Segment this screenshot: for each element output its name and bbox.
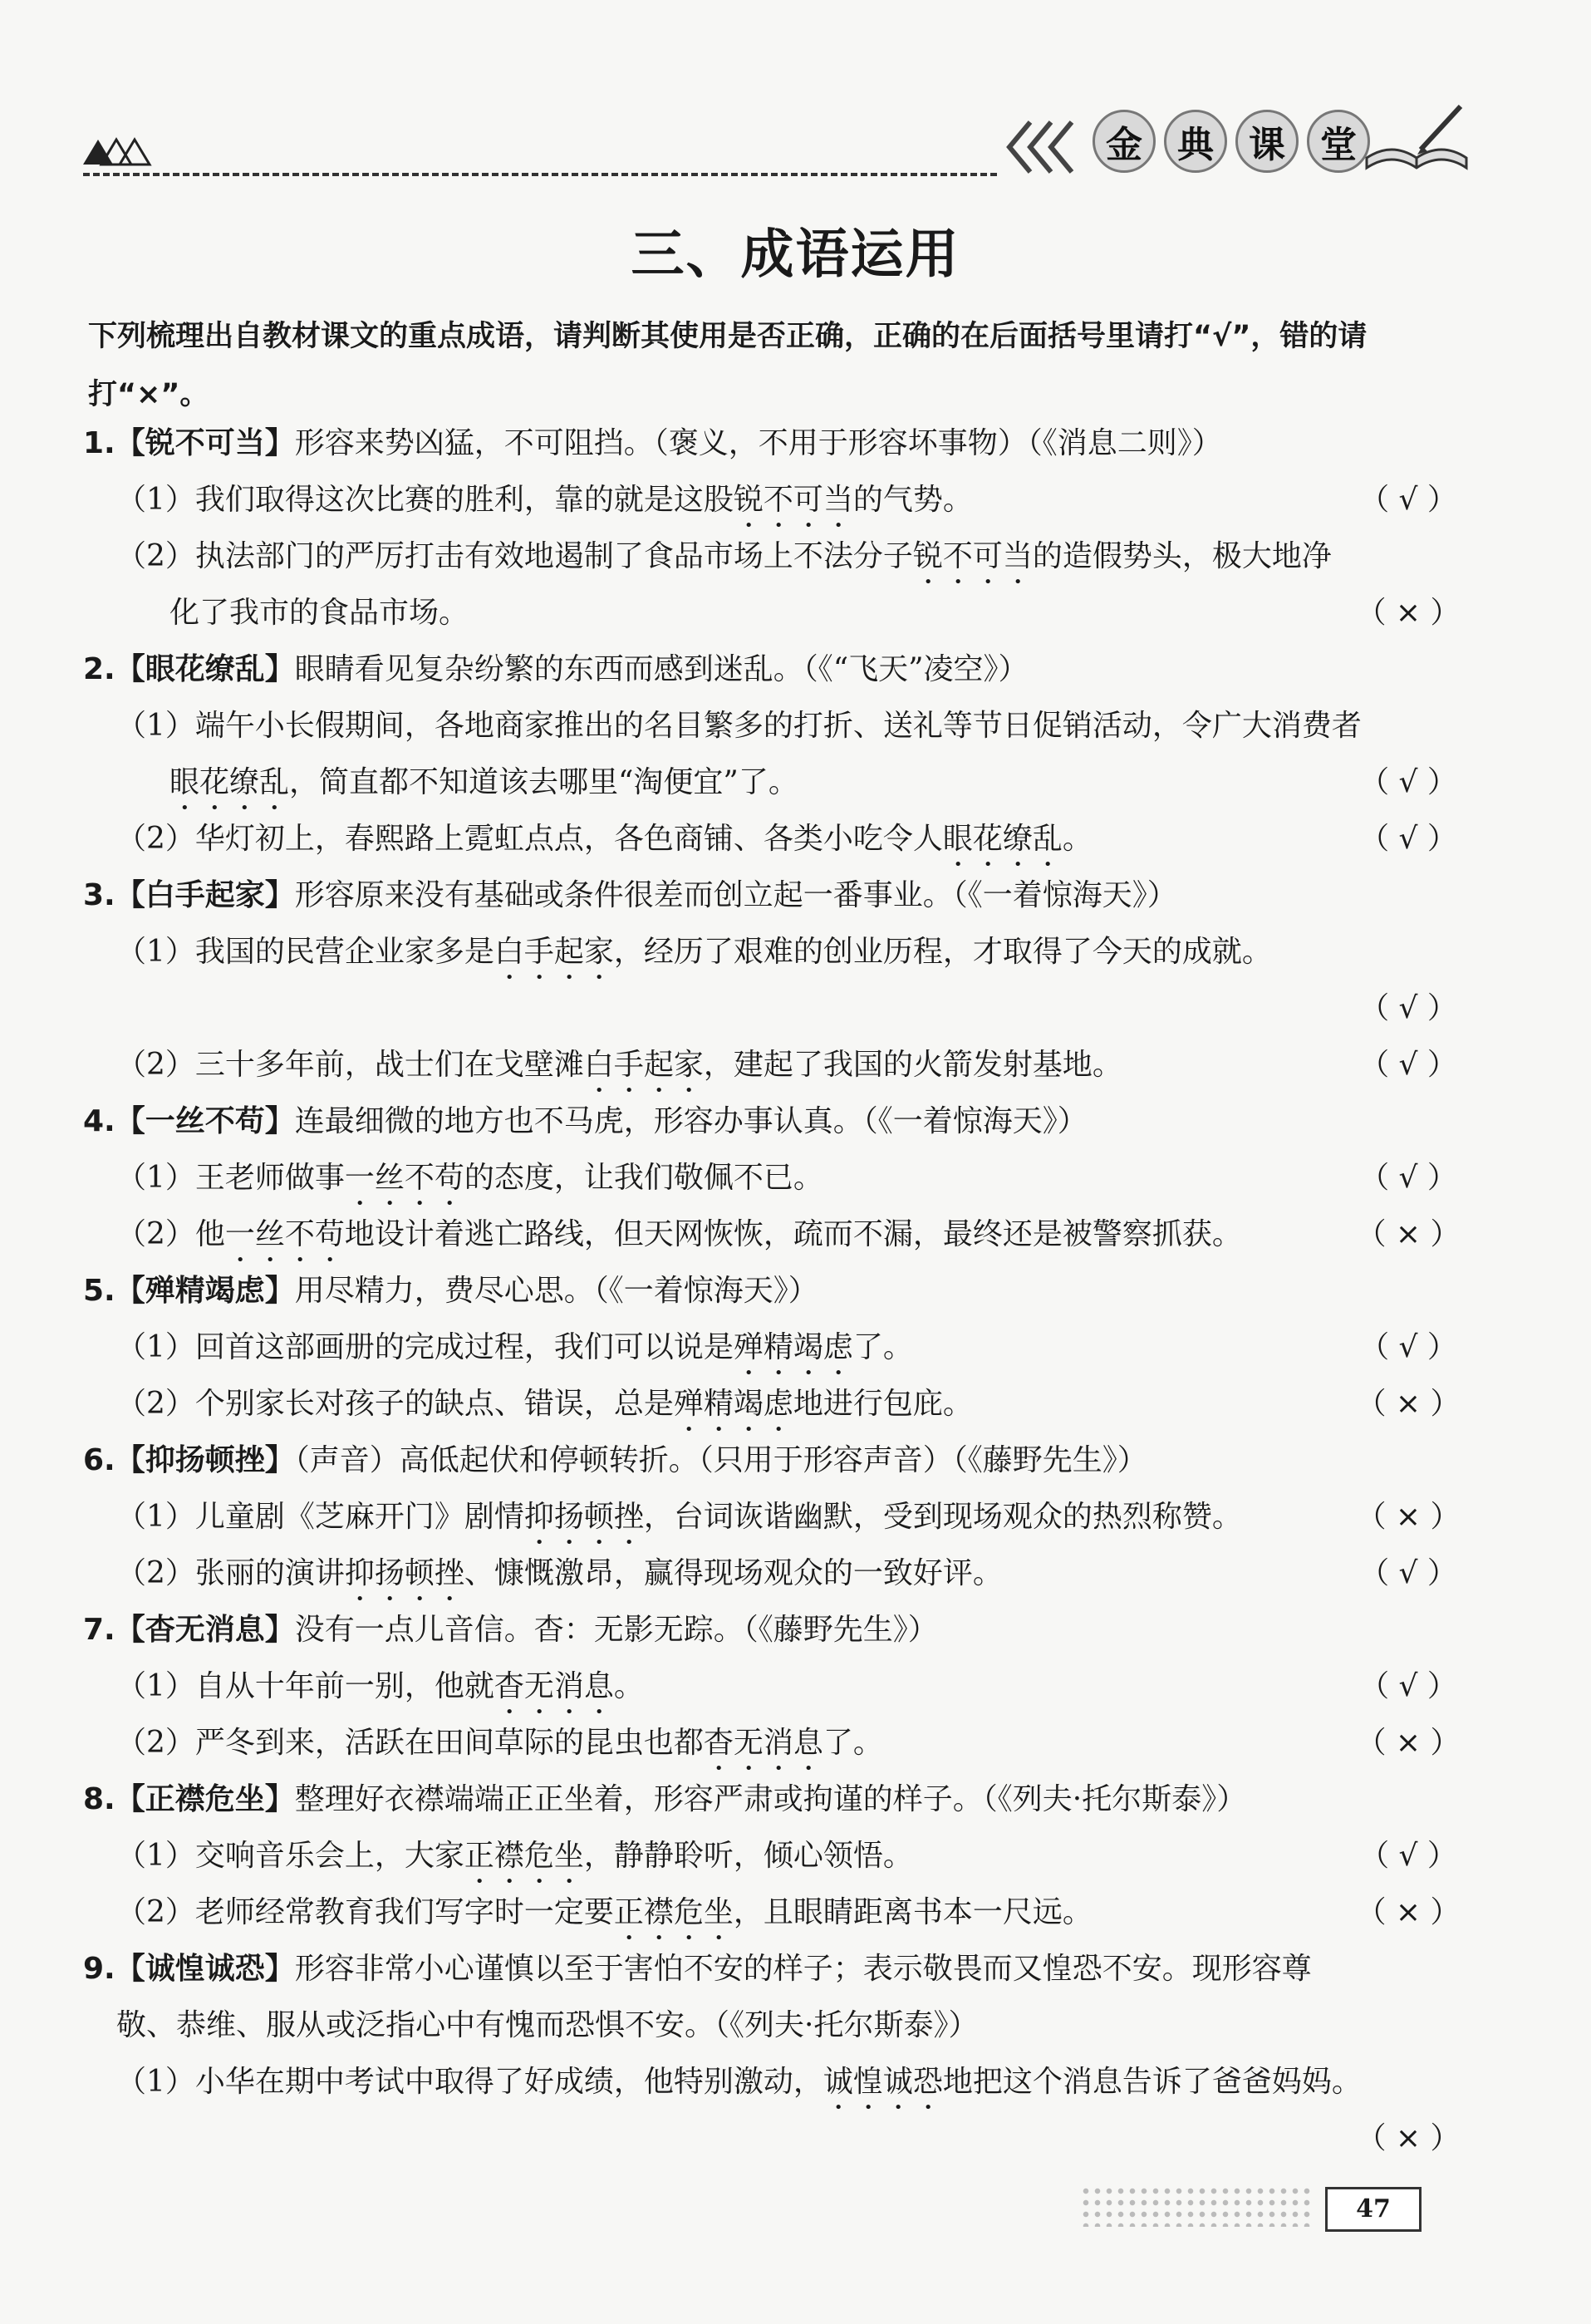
example-sentence — [83, 1658, 1495, 1715]
page-header — [83, 100, 1462, 191]
sentence-text: 的造假势头，极大地净 — [1032, 539, 1332, 573]
sentence-text: 、慷慨激昂，赢得现场观众的一致好评。 — [464, 1556, 1003, 1590]
idiom-definition: （声音）高低起伏和停顿转折。（只用于形容声音）（《藤野先生》） — [294, 1443, 1147, 1477]
idiom-term: 【白手起家】 — [115, 878, 295, 912]
entry-number: 9. — [83, 1952, 115, 1986]
sentence-text: （1）王老师做事 — [116, 1161, 345, 1195]
entry-number: 3. — [83, 878, 115, 912]
answer-mark: （ √ ） — [1359, 483, 1457, 517]
footer-dots-decoration — [1080, 2185, 1313, 2227]
sentence-text: ，静静聆听，倾心领悟。 — [583, 1839, 913, 1873]
idiom-entry-head — [83, 1432, 1495, 1489]
header-divider — [83, 173, 997, 176]
example-sentence — [83, 1319, 1495, 1376]
sentence-text: （1）儿童剧《芝麻开门》剧情 — [116, 1500, 524, 1534]
example-sentence — [83, 1715, 1495, 1771]
example-sentence — [83, 1150, 1495, 1206]
entry-number: 5. — [83, 1274, 115, 1308]
section-title: 三、成语运用 — [631, 224, 960, 286]
idiom-definition: 整理好衣襟端端正正坐着，形容严肃或拘谨的样子。（《列夫·托尔斯泰》） — [294, 1782, 1247, 1816]
sentence-text: 的气势。 — [852, 483, 973, 517]
idiom-definition: 眼睛看见复杂纷繁的东西而感到迷乱。（《“飞天”凌空》） — [294, 652, 1029, 686]
sentence-text: 了。 — [852, 1330, 913, 1364]
answer-mark: （ × ） — [1356, 596, 1461, 630]
sentence-text: （2）严冬到来，活跃在田间草际的昆虫也都 — [116, 1726, 704, 1760]
idiom-entry-head — [83, 1602, 1495, 1658]
brand-logo — [1093, 110, 1370, 173]
idiom-entry-head — [83, 1941, 1495, 1997]
sentence-text: （1）交响音乐会上，大家 — [116, 1839, 464, 1873]
sentence-text: （2）个别家长对孩子的缺点、错误，总是 — [116, 1387, 674, 1421]
sentence-text: （1）端午小长假期间，各地商家推出的名目繁多的打折、送礼等节日促销活动，令广大消费者 — [116, 709, 1362, 743]
triangles-icon — [83, 133, 158, 166]
sentence-text: 了。 — [823, 1726, 883, 1760]
idiom-entry-head — [83, 1771, 1495, 1828]
example-sentence — [83, 1545, 1495, 1602]
idiom-definition: 没有一点儿音信。杳：无影无踪。（《藤野先生》） — [294, 1613, 938, 1647]
idiom-term: 【一丝不苟】 — [115, 1104, 295, 1138]
entry-number: 7. — [83, 1613, 115, 1647]
sentence-text: （2）张丽的演讲 — [116, 1556, 345, 1590]
example-sentence-cont — [83, 980, 1495, 1037]
idiom-in-sentence: 杳无消息 — [494, 1669, 614, 1703]
idiom-definition: 连最细微的地方也不马虎，形容办事认真。（《一着惊海天》） — [294, 1104, 1088, 1138]
sentence-text: （1）自从十年前一别，他就 — [116, 1669, 494, 1703]
answer-mark: （ × ） — [1356, 1726, 1461, 1760]
sentence-text: ，经历了艰难的创业历程，才取得了今天的成就。 — [613, 935, 1272, 969]
idiom-in-sentence: 抑扬顿挫 — [523, 1500, 644, 1534]
sentence-text: （2）他 — [116, 1217, 225, 1251]
idiom-entry-head — [83, 641, 1495, 698]
idiom-entry-head — [83, 867, 1495, 924]
example-sentence — [83, 472, 1495, 528]
idiom-entry-head — [83, 1263, 1495, 1319]
idiom-term: 【诚惶诚恐】 — [115, 1952, 295, 1986]
sentence-text: （2）老师经常教育我们写字时一定要 — [116, 1895, 614, 1929]
sentence-text: 。 — [613, 1669, 644, 1703]
page-number: 47 — [1325, 2187, 1422, 2232]
example-sentence — [83, 528, 1495, 585]
idiom-definition-cont: 敬、恭维、服从或泛指心中有愧而恐惧不安。（《列夫·托尔斯泰》） — [116, 2008, 979, 2042]
answer-mark: （ √ ） — [1359, 1669, 1457, 1703]
idiom-list — [83, 415, 1495, 2167]
example-sentence — [83, 924, 1495, 980]
answer-mark: （ × ） — [1356, 2121, 1461, 2155]
idiom-definition: 形容非常小心谨慎以至于害怕不安的样子；表示敬畏而又惶恐不安。现形容尊 — [294, 1952, 1312, 1986]
example-sentence — [83, 698, 1495, 754]
idiom-in-sentence: 正襟危坐 — [464, 1839, 584, 1873]
example-sentence-cont — [83, 585, 1495, 641]
idiom-definition: 形容来势凶猛，不可阻挡。（褒义，不用于形容坏事物）（《消息二则》） — [294, 426, 1222, 460]
answer-mark: （ √ ） — [1359, 822, 1457, 856]
answer-mark: （ √ ） — [1359, 1330, 1457, 1364]
sentence-text: （1）小华在期中考试中取得了好成绩，他特别激动， — [116, 2065, 823, 2099]
sentence-text: ，简直都不知道该去哪里“淘便宜”了。 — [289, 765, 798, 799]
example-sentence — [83, 1037, 1495, 1093]
idiom-in-sentence: 白手起家 — [583, 1048, 704, 1082]
sentence-text: 地进行包庇。 — [793, 1387, 973, 1421]
answer-mark: （ √ ） — [1359, 1161, 1457, 1195]
answer-mark: （ √ ） — [1359, 1048, 1457, 1082]
sentence-text: 的态度，让我们敬佩不已。 — [464, 1161, 823, 1195]
idiom-in-sentence: 一丝不苟 — [224, 1217, 345, 1251]
open-book-pen-icon — [1363, 100, 1471, 174]
brand-char: 堂 — [1307, 110, 1370, 173]
sentence-text: （1）回首这部画册的完成过程，我们可以说是 — [116, 1330, 734, 1364]
answer-mark: （ × ） — [1356, 1500, 1461, 1534]
idiom-term: 【眼花缭乱】 — [115, 652, 295, 686]
answer-mark: （ × ） — [1356, 1217, 1461, 1251]
sentence-text: 地设计着逃亡路线，但天网恢恢，疏而不漏，最终还是被警察抓获。 — [344, 1217, 1242, 1251]
idiom-term: 【殚精竭虑】 — [115, 1274, 295, 1308]
idiom-in-sentence: 正襟危坐 — [613, 1895, 734, 1929]
idiom-in-sentence: 白手起家 — [494, 935, 614, 969]
instructions: 下列梳理出自教材课文的重点成语，请判断其使用是否正确，正确的在后面括号里请打“√”，错的请打“×”。 — [88, 320, 1368, 411]
answer-mark: （ × ） — [1356, 1895, 1461, 1929]
idiom-in-sentence: 杳无消息 — [703, 1726, 823, 1760]
example-sentence — [83, 2054, 1495, 2110]
idiom-term: 【锐不可当】 — [115, 426, 295, 460]
idiom-in-sentence: 眼花缭乱 — [942, 822, 1063, 856]
sentence-text: ，且眼睛距离书本一尺远。 — [733, 1895, 1093, 1929]
entry-number: 1. — [83, 426, 115, 460]
sentence-text: （2）华灯初上，春熙路上霓虹点点，各色商铺、各类小吃令人 — [116, 822, 943, 856]
idiom-entry-head — [83, 415, 1495, 472]
idiom-definition: 形容原来没有基础或条件很差而创立起一番事业。（《一着惊海天》） — [294, 878, 1177, 912]
idiom-term: 【杳无消息】 — [115, 1613, 295, 1647]
idiom-in-sentence: 眼花缭乱 — [169, 765, 290, 799]
example-sentence — [83, 1206, 1495, 1263]
chevrons-icon — [1005, 118, 1080, 176]
example-sentence — [83, 1489, 1495, 1545]
brand-char: 典 — [1164, 110, 1227, 173]
sentence-text: （1）我们取得这次比赛的胜利，靠的就是这股 — [116, 483, 734, 517]
sentence-text: ，建起了我国的火箭发射基地。 — [703, 1048, 1122, 1082]
idiom-in-sentence: 殚精竭虑 — [673, 1387, 793, 1421]
sentence-text: （2）执法部门的严厉打击有效地遏制了食品市场上不法分子 — [116, 539, 913, 573]
answer-mark: （ √ ） — [1359, 991, 1457, 1025]
idiom-in-sentence: 诚惶诚恐 — [823, 2065, 943, 2099]
sentence-text: 化了我市的食品市场。 — [169, 596, 469, 630]
answer-mark: （ √ ） — [1359, 1839, 1457, 1873]
sentence-text: 地把这个消息告诉了爸爸妈妈。 — [942, 2065, 1362, 2099]
idiom-term: 【正襟危坐】 — [115, 1782, 295, 1816]
example-sentence — [83, 1884, 1495, 1941]
example-sentence — [83, 811, 1495, 867]
answer-mark: （ √ ） — [1359, 765, 1457, 799]
idiom-term: 【抑扬顿挫】 — [115, 1443, 295, 1477]
brand-char: 课 — [1235, 110, 1299, 173]
sentence-text: （2）三十多年前，战士们在戈壁滩 — [116, 1048, 584, 1082]
answer-mark: （ √ ） — [1359, 1556, 1457, 1590]
entry-number: 4. — [83, 1104, 115, 1138]
idiom-in-sentence: 锐不可当 — [912, 539, 1033, 573]
idiom-entry-head — [83, 1093, 1495, 1150]
example-sentence-cont — [83, 754, 1495, 811]
entry-number: 8. — [83, 1782, 115, 1816]
idiom-definition: 用尽精力，费尽心思。（《一着惊海天》） — [294, 1274, 818, 1308]
idiom-in-sentence: 抑扬顿挫 — [344, 1556, 464, 1590]
sentence-text: 。 — [1062, 822, 1093, 856]
idiom-in-sentence: 一丝不苟 — [344, 1161, 464, 1195]
sentence-text: （1）我国的民营企业家多是 — [116, 935, 494, 969]
sentence-text: ，台词诙谐幽默，受到现场观众的热烈称赞。 — [643, 1500, 1242, 1534]
answer-mark: （ × ） — [1356, 1387, 1461, 1421]
brand-char: 金 — [1093, 110, 1156, 173]
example-sentence — [83, 1828, 1495, 1884]
idiom-in-sentence: 锐不可当 — [733, 483, 853, 517]
entry-number: 6. — [83, 1443, 115, 1477]
example-sentence — [83, 1376, 1495, 1432]
example-sentence-cont — [83, 2110, 1495, 2167]
entry-number: 2. — [83, 652, 115, 686]
idiom-in-sentence: 殚精竭虑 — [733, 1330, 853, 1364]
